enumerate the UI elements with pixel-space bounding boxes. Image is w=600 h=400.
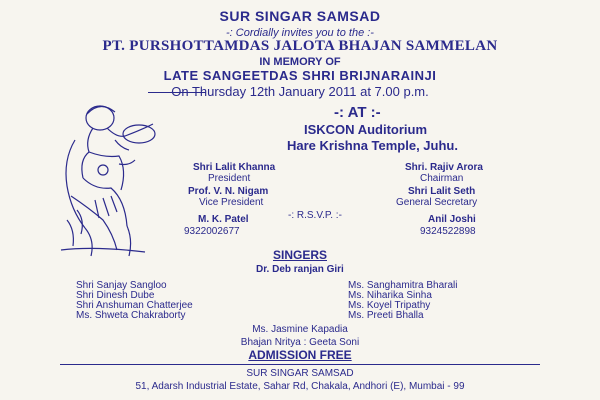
honoree-name: LATE SANGEETDAS SHRI BRIJNARAINJI xyxy=(163,68,437,83)
invite-line: -: Cordially invites you to the :- xyxy=(226,27,374,39)
rsvp-contact-name: Anil Joshi xyxy=(428,214,476,225)
official-name: Shri Lalit Khanna xyxy=(193,162,276,173)
official-role: Vice President xyxy=(199,197,264,208)
lead-singer: Dr. Deb ranjan Giri xyxy=(256,264,344,275)
event-date: On Thursday 12th January 2011 at 7.00 p.m. xyxy=(171,84,429,99)
rsvp-contact-name: M. K. Patel xyxy=(198,214,249,225)
memory-line: IN MEMORY OF xyxy=(259,56,341,68)
venue-name: ISKCON Auditorium xyxy=(304,122,428,137)
official-name: Prof. V. N. Nigam xyxy=(188,186,269,197)
official-role: General Secretary xyxy=(396,197,478,208)
singer-name: Ms. Sanghamitra Bharali xyxy=(348,280,458,291)
date-strikethrough xyxy=(148,92,206,93)
rsvp-contact-phone: 9324522898 xyxy=(420,226,476,237)
singer-name: Ms. Preeti Bhalla xyxy=(348,310,424,321)
deity-illustration-icon xyxy=(55,100,165,260)
singer-name: Ms. Koyel Tripathy xyxy=(348,300,431,311)
admission-note: ADMISSION FREE xyxy=(248,348,352,362)
official-role: President xyxy=(208,173,251,184)
bhajan-nritya: Bhajan Nritya : Geeta Soni xyxy=(240,337,360,348)
footer-address: 51, Adarsh Industrial Estate, Sahar Rd, Chakala, Andhori (E), Mumbai - 99 xyxy=(135,381,465,392)
venue-at-label: -: AT :- xyxy=(334,104,381,121)
official-name: Shri. Rajiv Arora xyxy=(405,162,483,173)
official-name: Shri Lalit Seth xyxy=(408,186,476,197)
event-title: PT. PURSHOTTAMDAS JALOTA BHAJAN SAMMELAN xyxy=(102,38,498,54)
footer-divider xyxy=(60,364,540,365)
last-singer: Ms. Jasmine Kapadia xyxy=(252,324,348,335)
footer-organizer: SUR SINGAR SAMSAD xyxy=(246,368,354,379)
singers-heading: SINGERS xyxy=(272,248,327,262)
singer-name: Shri Dinesh Dube xyxy=(76,290,155,301)
official-role: Chairman xyxy=(420,173,464,184)
rsvp-label: -: R.S.V.P. :- xyxy=(288,210,342,221)
singer-name: Shri Sanjay Sangloo xyxy=(76,280,167,291)
rsvp-contact-phone: 9322002677 xyxy=(184,226,240,237)
singer-name: Ms. Shweta Chakraborty xyxy=(76,310,186,321)
organizer-name: SUR SINGAR SAMSAD xyxy=(219,8,381,24)
singer-name: Shri Anshuman Chatterjee xyxy=(76,300,193,311)
singer-list-right xyxy=(348,281,458,321)
venue-address: Hare Krishna Temple, Juhu. xyxy=(287,138,458,153)
singer-list-left xyxy=(76,281,193,321)
singer-name: Ms. Niharika Sinha xyxy=(348,290,432,301)
